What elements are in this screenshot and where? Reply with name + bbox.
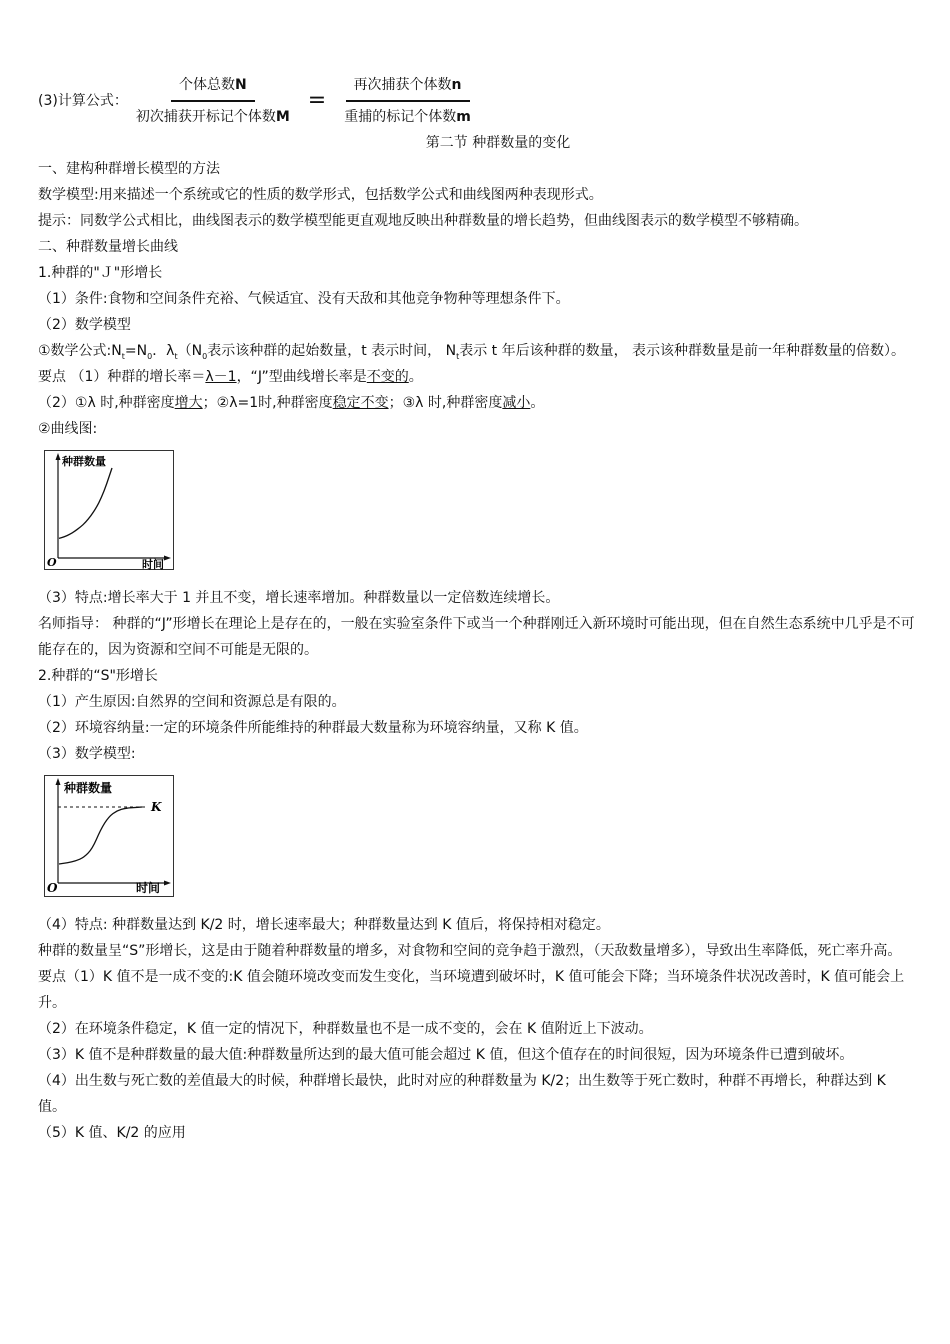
- para-j-model: （2）数学模型: [38, 317, 131, 333]
- para-j-conditions: （1）条件:食物和空间条件充裕、气候适宜、没有天敌和其他竞争物种等理想条件下。: [38, 291, 570, 307]
- f-c-sub: t: [174, 351, 178, 361]
- para-k-not-max: （3）K 值不是种群数量的最大值:种群数量所达到的最大值可能会超过 K 值，但这个值存在的时间很短，因为环境条件已遭到破坏。: [38, 1047, 854, 1063]
- right-num-text: 再次捕获个体数: [353, 77, 452, 93]
- heading-growth-curves: 二、种群数量增长曲线: [38, 239, 178, 255]
- j-curve-svg: [44, 450, 174, 570]
- s-k-label: K: [151, 800, 162, 814]
- formula-left-numerator: [171, 72, 255, 102]
- s-origin: O: [47, 881, 58, 895]
- lc-g: 。: [530, 395, 545, 411]
- s-series-line: [59, 807, 142, 864]
- formula-prefix: (3)计算公式：: [38, 93, 128, 109]
- right-num-var: n: [451, 77, 462, 93]
- j-xlabel: 时间: [142, 558, 164, 570]
- para-carrying-capacity: （2）环境容纳量:一定的环境条件所能维持的种群最大数量称为环境容纳量，又称 K 值。: [38, 720, 588, 736]
- para-j-formula: [38, 338, 918, 364]
- left-den-text: 初次捕获开标记个体数: [135, 109, 276, 125]
- formula-right-fraction: [336, 72, 479, 130]
- f-d: （N: [177, 343, 203, 359]
- j-curve-chart: [44, 450, 918, 579]
- para-growth-rate: [38, 364, 918, 390]
- heading-method: 一、建构种群增长模型的方法: [38, 161, 220, 177]
- heading-j-growth: 1.种群的"Ｊ"形增长: [38, 265, 163, 281]
- j-y-arrow-icon: [56, 453, 61, 460]
- gr-c: ，“J”型曲线增长率是: [236, 369, 367, 385]
- heading-s-growth: 2.种群的“S"形增长: [38, 668, 158, 684]
- f-b-sub: 0: [147, 351, 153, 361]
- gr-b: λ－1: [205, 369, 237, 385]
- left-num-text: 个体总数: [178, 77, 235, 93]
- lc-d: 稳定不变: [332, 395, 389, 411]
- para-teacher-guide: 名师指导： 种群的“J”形增长在理论上是存在的，一般在实验室条件下或当一个种群刚迁入新环境时可能出现，但在自然生态系统中几乎是不可能存在的，因为资源和空间不可能是无限的。: [38, 616, 915, 658]
- para-s-reason: 种群的数量呈“S”形增长，这是由于随着种群数量的增多，对食物和空间的竞争趋于激烈，（天敌数量增多），导致出生率降低，死亡率升高。: [38, 943, 902, 959]
- f-b: =N: [124, 343, 148, 359]
- para-lambda-cases: [38, 390, 918, 416]
- para-k-fluctuation: （2）在环境条件稳定，K 值一定的情况下，种群数量也不是一成不变的，会在 K 值附近上下波动。: [38, 1021, 653, 1037]
- lc-b: 增大: [174, 395, 203, 411]
- f-e: 表示该种群的起始数量，t 表示时间， N: [207, 343, 457, 359]
- s-ylabel: 种群数量: [64, 781, 113, 795]
- right-den-text: 重捕的标记个体数: [344, 109, 457, 125]
- para-j-features: （3）特点:增长率大于 1 并且不变，增长速率增加。种群数量以一定倍数连续增长。: [38, 590, 560, 606]
- lc-f: 减小: [502, 395, 531, 411]
- j-ylabel: 种群数量: [62, 455, 106, 468]
- f-c: ．λ: [152, 343, 175, 359]
- para-curve-label: ②曲线图:: [38, 421, 98, 437]
- formula-equals: =: [307, 88, 327, 113]
- capture-recapture-formula: [38, 72, 918, 130]
- right-den-var: m: [456, 109, 471, 125]
- f-f: 表示 t 年后该种群的数量， 表示该种群数量是前一年种群数量的倍数）。: [459, 343, 906, 359]
- j-chart-frame: [45, 451, 174, 570]
- para-k-application: （5）K 值、K/2 的应用: [38, 1125, 186, 1141]
- left-num-var: N: [234, 77, 247, 93]
- s-y-arrow-icon: [56, 778, 61, 785]
- lc-c: ；②λ=1时,种群密度: [202, 395, 333, 411]
- para-s-cause: （1）产生原因:自然界的空间和资源总是有限的。: [38, 694, 346, 710]
- s-curve-svg: [44, 775, 174, 897]
- f-e-sub: t: [456, 351, 460, 361]
- formula-right-denominator: [336, 102, 479, 130]
- lc-e: ；③λ 时,种群密度: [388, 395, 503, 411]
- gr-a: 要点 （1）种群的增长率＝: [38, 369, 206, 385]
- formula-right-numerator: [346, 72, 470, 102]
- gr-d: 不变的: [366, 369, 409, 385]
- para-k-half: （4）出生数与死亡数的差值最大的时候，种群增长最快，此时对应的种群数量为 K/2；出生数等于死亡数时，种群不再增长，种群达到 K 值。: [38, 1073, 886, 1115]
- formula-left-fraction: [128, 72, 298, 130]
- para-s-model: （3）数学模型:: [38, 746, 136, 762]
- j-series-line: [59, 468, 112, 538]
- j-origin: O: [47, 556, 57, 569]
- gr-e: 。: [408, 369, 423, 385]
- para-s-features: （4）特点: 种群数量达到 K/2 时，增长速率最大；种群数量达到 K 值后，将保持相对稳定。: [38, 917, 610, 933]
- para-k-variable: 要点（1）K 值不是一成不变的:K 值会随环境改变而发生变化，当环境遭到破坏时，K 值可能会下降；当环境条件状况改善时，K 值可能会上升。: [38, 969, 905, 1011]
- f-a: ①数学公式:N: [38, 343, 122, 359]
- j-x-arrow-icon: [164, 556, 171, 561]
- section-title: 第二节 种群数量的变化: [425, 135, 571, 151]
- para-math-model: 数学模型:用来描述一个系统或它的性质的数学形式，包括数学公式和曲线图两种表现形式。: [38, 187, 603, 203]
- f-d-sub: 0: [202, 351, 208, 361]
- s-xlabel: 时间: [136, 881, 161, 895]
- para-hint: 提示：同数学公式相比，曲线图表示的数学模型能更直观地反映出种群数量的增长趋势，但曲线图表示的数学模型不够精确。: [38, 213, 808, 229]
- s-curve-chart: [44, 775, 918, 906]
- left-den-var: M: [275, 109, 290, 125]
- s-x-arrow-icon: [164, 881, 171, 886]
- document-page: [38, 72, 918, 1146]
- f-a-sub: t: [121, 351, 125, 361]
- lc-a: （2）①λ 时,种群密度: [38, 395, 175, 411]
- formula-left-denominator: [128, 102, 298, 130]
